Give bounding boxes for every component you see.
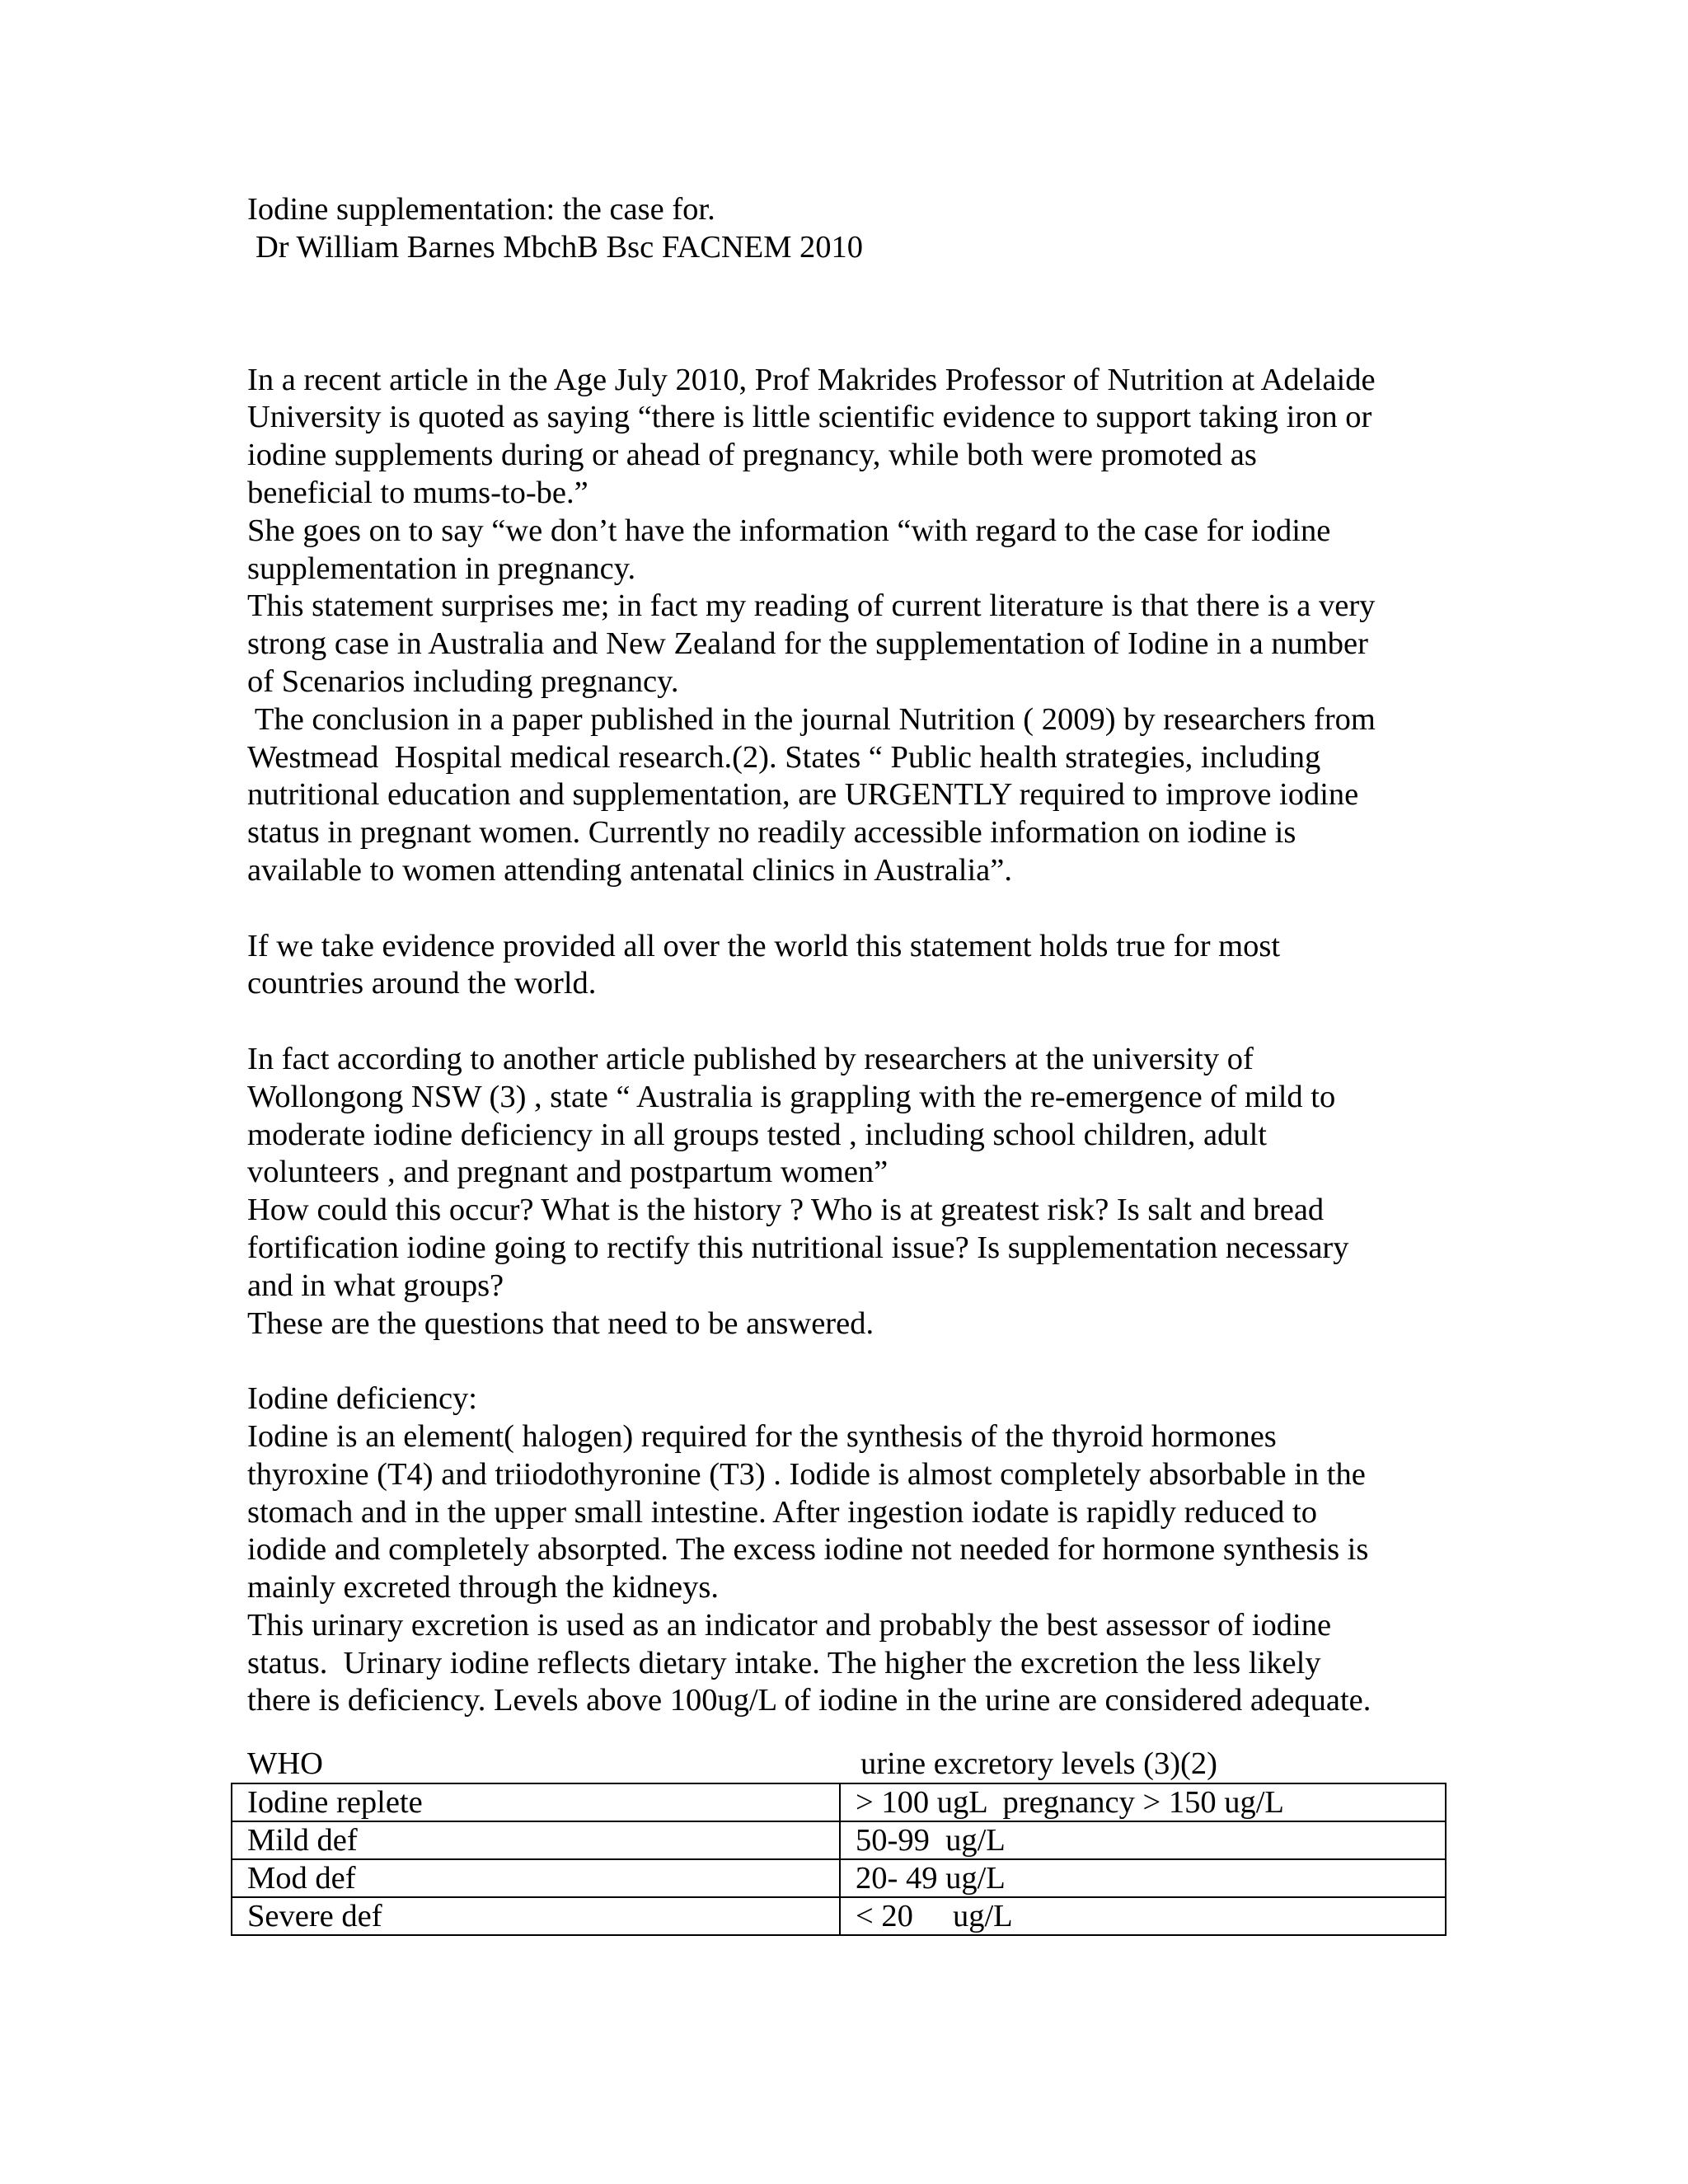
row-label: Mild def <box>232 1821 840 1859</box>
row-value: 50-99 ug/L <box>840 1821 1446 1859</box>
text-line: fortification iodine going to rectify this nutritional issue? Is supplementation necessary <box>247 1230 1349 1265</box>
text-line: countries around the world. <box>247 966 597 1001</box>
table-row <box>232 1783 1446 1821</box>
text-line: Iodine is an element( halogen) required for the synthesis of the thyroid hormones <box>247 1418 1277 1454</box>
document-title: Iodine supplementation: the case for. <box>247 192 715 227</box>
text-line: University is quoted as saying “there is little scientific evidence to support taking iron or <box>247 400 1372 435</box>
text-line: of Scenarios including pregnancy. <box>247 663 679 699</box>
text-line: Wollongong NSW (3) , state “ Australia is grappling with the re-emergence of mild to <box>247 1079 1336 1114</box>
table-header-who: WHO <box>247 1746 323 1781</box>
text-line: This urinary excretion is used as an indicator and probably the best assessor of iodine <box>247 1607 1332 1643</box>
text-line: available to women attending antenatal clinics in Australia”. <box>247 852 1012 888</box>
text-line: This statement surprises me; in fact my reading of current literature is that there is a very <box>247 588 1376 624</box>
text-line: volunteers , and pregnant and postpartum women” <box>247 1155 889 1190</box>
paragraph-1 <box>247 362 1451 890</box>
text-line: In fact according to another article published by researchers at the university of <box>247 1041 1254 1076</box>
text-line: How could this occur? What is the history ? Who is at greatest risk? Is salt and bread <box>247 1193 1325 1228</box>
iodine-levels-table <box>231 1783 1447 1936</box>
text-line: Westmead Hospital medical research.(2). States “ Public health strategies, including <box>247 739 1321 775</box>
text-line: If we take evidence provided all over the world this statement holds true for most <box>247 928 1281 963</box>
text-line: nutritional education and supplementation, are URGENTLY required to improve iodine <box>247 777 1359 813</box>
text-line: supplementation in pregnancy. <box>247 551 636 586</box>
table-caption <box>231 1745 1447 1783</box>
document-body <box>247 191 1451 1720</box>
text-line: beneficial to mums-to-be.” <box>247 475 588 510</box>
row-label: Severe def <box>232 1897 840 1935</box>
table-row <box>232 1821 1446 1859</box>
text-line: mainly excreted through the kidneys. <box>247 1570 719 1605</box>
row-value: < 20 ug/L <box>840 1897 1446 1935</box>
table-header-levels: urine excretory levels (3)(2) <box>860 1746 1217 1781</box>
iodine-levels-table-section <box>231 1745 1447 1936</box>
paragraph-4 <box>247 1380 1451 1720</box>
table-row <box>232 1859 1446 1897</box>
text-line: These are the questions that need to be answered. <box>247 1305 874 1341</box>
text-line: iodide and completely absorpted. The excess iodine not needed for hormone synthesis is <box>247 1532 1369 1568</box>
table-row <box>232 1897 1446 1935</box>
text-line: status. Urinary iodine reflects dietary intake. The higher the excretion the less likely <box>247 1645 1321 1680</box>
text-line: thyroxine (T4) and triiodothyronine (T3) . Iodide is almost completely absorbable in the <box>247 1456 1366 1492</box>
text-line: In a recent article in the Age July 2010, Prof Makrides Professor of Nutrition at Adelaide <box>247 362 1376 397</box>
text-line: strong case in Australia and New Zealand for the supplementation of Iodine in a number <box>247 626 1368 662</box>
paragraph-2 <box>247 928 1451 1004</box>
text-line: The conclusion in a paper published in the journal Nutrition ( 2009) by researchers from <box>247 701 1376 737</box>
paragraph-3 <box>247 1041 1451 1343</box>
text-line: iodine supplements during or ahead of pregnancy, while both were promoted as <box>247 438 1257 473</box>
text-line: and in what groups? <box>247 1268 504 1303</box>
text-line: She goes on to say “we don’t have the information “with regard to the case for iodine <box>247 513 1331 548</box>
row-value: 20- 49 ug/L <box>840 1859 1446 1897</box>
text-line: stomach and in the upper small intestine. After ingestion iodate is rapidly reduced to <box>247 1494 1317 1530</box>
document-author: Dr William Barnes MbchB Bsc FACNEM 2010 <box>256 229 864 265</box>
text-line: status in pregnant women. Currently no readily accessible information on iodine is <box>247 815 1296 851</box>
text-line: moderate iodine deficiency in all groups tested , including school children, adult <box>247 1117 1268 1152</box>
text-line: there is deficiency. Levels above 100ug/L of iodine in the urine are considered adequate. <box>247 1683 1372 1718</box>
section-heading: Iodine deficiency: <box>247 1381 477 1417</box>
row-label: Mod def <box>232 1859 840 1897</box>
row-label: Iodine replete <box>232 1783 840 1821</box>
row-value: > 100 ugL pregnancy > 150 ug/L <box>840 1783 1446 1821</box>
